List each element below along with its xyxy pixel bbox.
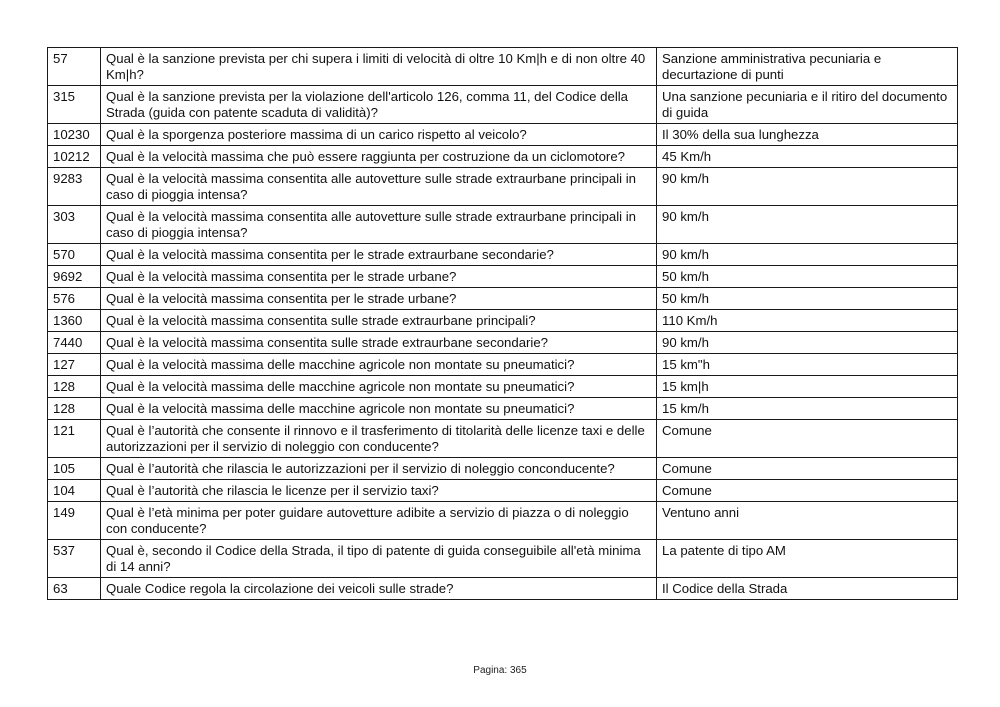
quiz-table [47, 47, 958, 600]
answer-text-cell: 90 km/h [657, 332, 958, 354]
question-text-cell: Qual è la velocità massima consentita alle autovetture sulle strade extraurbane principali in caso di pioggia intensa? [101, 206, 657, 244]
question-text-cell: Qual è la sanzione prevista per la violazione dell'articolo 126, comma 11, del Codice della Strada (guida con patente scaduta di validità)? [101, 86, 657, 124]
answer-text-cell: 90 km/h [657, 206, 958, 244]
question-text-cell: Qual è la velocità massima consentita per le strade urbane? [101, 288, 657, 310]
question-id-cell: 576 [48, 288, 101, 310]
table-row [48, 480, 958, 502]
answer-text-cell: 50 km/h [657, 266, 958, 288]
question-text-cell: Qual è la sanzione prevista per chi supera i limiti di velocità di oltre 10 Km|h e di non oltre 40 Km|h? [101, 48, 657, 86]
question-id-cell: 10212 [48, 146, 101, 168]
question-text-cell: Qual è la velocità massima consentita sulle strade extraurbane principali? [101, 310, 657, 332]
question-text-cell: Qual è la velocità massima consentita per le strade extraurbane secondarie? [101, 244, 657, 266]
question-text-cell: Qual è la velocità massima delle macchine agricole non montate su pneumatici? [101, 398, 657, 420]
table-row [48, 124, 958, 146]
table-row [48, 376, 958, 398]
question-id-cell: 104 [48, 480, 101, 502]
table-row [48, 48, 958, 86]
table-row [48, 354, 958, 376]
question-text-cell: Qual è la velocità massima delle macchine agricole non montate su pneumatici? [101, 376, 657, 398]
table-row [48, 332, 958, 354]
question-text-cell: Qual è l’autorità che rilascia le licenze per il servizio taxi? [101, 480, 657, 502]
table-row [48, 540, 958, 578]
question-text-cell: Quale Codice regola la circolazione dei veicoli sulle strade? [101, 578, 657, 600]
table-row [48, 168, 958, 206]
question-text-cell: Qual è l’autorità che consente il rinnovo e il trasferimento di titolarità delle licenze taxi e delle autorizzazioni per il servizio di noleggio con conducente? [101, 420, 657, 458]
question-id-cell: 9692 [48, 266, 101, 288]
answer-text-cell: 90 km/h [657, 168, 958, 206]
question-id-cell: 1360 [48, 310, 101, 332]
answer-text-cell: La patente di tipo AM [657, 540, 958, 578]
question-text-cell: Qual è la velocità massima delle macchine agricole non montate su pneumatici? [101, 354, 657, 376]
question-id-cell: 128 [48, 376, 101, 398]
question-text-cell: Qual è la velocità massima consentita alle autovetture sulle strade extraurbane principali in caso di pioggia intensa? [101, 168, 657, 206]
question-id-cell: 570 [48, 244, 101, 266]
answer-text-cell: Comune [657, 420, 958, 458]
table-row [48, 398, 958, 420]
table-row [48, 458, 958, 480]
question-id-cell: 128 [48, 398, 101, 420]
question-id-cell: 303 [48, 206, 101, 244]
question-id-cell: 537 [48, 540, 101, 578]
question-id-cell: 315 [48, 86, 101, 124]
table-row [48, 244, 958, 266]
question-id-cell: 121 [48, 420, 101, 458]
question-id-cell: 57 [48, 48, 101, 86]
answer-text-cell: Ventuno anni [657, 502, 958, 540]
answer-text-cell: Il 30% della sua lunghezza [657, 124, 958, 146]
question-text-cell: Qual è la velocità massima consentita per le strade urbane? [101, 266, 657, 288]
table-row [48, 146, 958, 168]
table-row [48, 578, 958, 600]
question-text-cell: Qual è l’autorità che rilascia le autorizzazioni per il servizio di noleggio conconducente? [101, 458, 657, 480]
question-text-cell: Qual è la sporgenza posteriore massima di un carico rispetto al veicolo? [101, 124, 657, 146]
answer-text-cell: 90 km/h [657, 244, 958, 266]
table-row [48, 206, 958, 244]
answer-text-cell: Comune [657, 480, 958, 502]
answer-text-cell: 110 Km/h [657, 310, 958, 332]
table-row [48, 266, 958, 288]
question-id-cell: 63 [48, 578, 101, 600]
answer-text-cell: 15 km/h [657, 398, 958, 420]
question-id-cell: 149 [48, 502, 101, 540]
answer-text-cell: 50 km/h [657, 288, 958, 310]
quiz-table-body [48, 48, 958, 600]
table-row [48, 502, 958, 540]
table-row [48, 420, 958, 458]
answer-text-cell: Una sanzione pecuniaria e il ritiro del documento di guida [657, 86, 958, 124]
question-text-cell: Qual è la velocità massima consentita sulle strade extraurbane secondarie? [101, 332, 657, 354]
question-id-cell: 105 [48, 458, 101, 480]
answer-text-cell: 15 km"h [657, 354, 958, 376]
question-id-cell: 127 [48, 354, 101, 376]
answer-text-cell: Sanzione amministrativa pecuniaria e decurtazione di punti [657, 48, 958, 86]
answer-text-cell: 15 km|h [657, 376, 958, 398]
answer-text-cell: Comune [657, 458, 958, 480]
table-row [48, 86, 958, 124]
question-text-cell: Qual è, secondo il Codice della Strada, il tipo di patente di guida conseguibile all'età minima di 14 anni? [101, 540, 657, 578]
table-row [48, 288, 958, 310]
question-id-cell: 7440 [48, 332, 101, 354]
question-id-cell: 10230 [48, 124, 101, 146]
question-id-cell: 9283 [48, 168, 101, 206]
table-row [48, 310, 958, 332]
answer-text-cell: Il Codice della Strada [657, 578, 958, 600]
question-text-cell: Qual è la velocità massima che può essere raggiunta per costruzione da un ciclomotore? [101, 146, 657, 168]
answer-text-cell: 45 Km/h [657, 146, 958, 168]
page-number: Pagina: 365 [473, 665, 527, 676]
question-text-cell: Qual è l’età minima per poter guidare autovetture adibite a servizio di piazza o di noleggio con conducente? [101, 502, 657, 540]
